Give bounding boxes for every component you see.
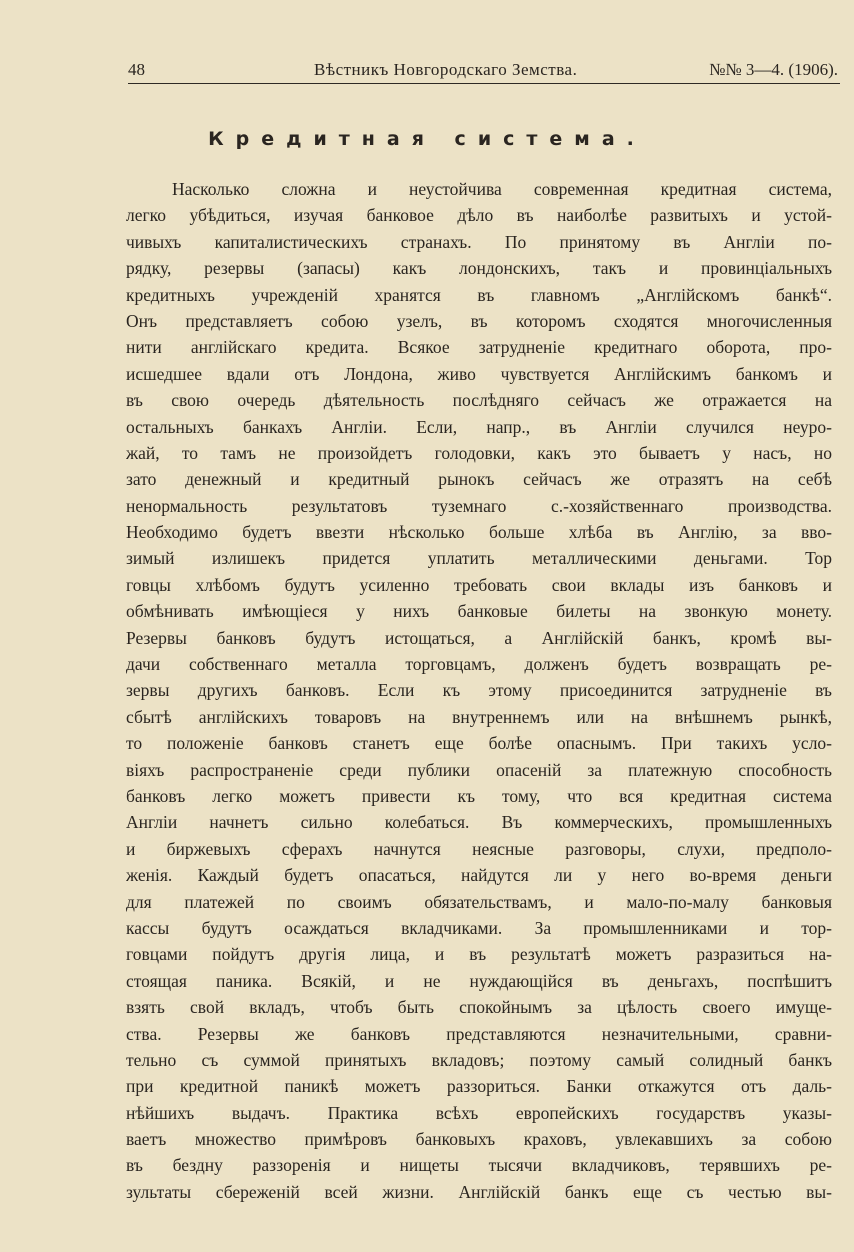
- text-line: исшедшее вдали отъ Лондона, живо чувствуется Англійскимъ банкомъ и: [126, 363, 832, 384]
- text-line: при кредитной паникѣ можетъ раззориться. Банки откажутся отъ даль-: [126, 1076, 832, 1097]
- issue-number: №№ 3—4. (1906).: [709, 60, 838, 79]
- text-line: дачи собственнаго металла торговцамъ, долженъ будетъ возвращать ре-: [126, 654, 832, 675]
- text-line: нѣйшихъ выдачъ. Практика всѣхъ европейскихъ государствъ указы-: [126, 1102, 832, 1123]
- text-line: тельно съ суммой принятыхъ вкладовъ; поэтому самый солидный банкъ: [126, 1049, 832, 1070]
- running-title: Вѣстникъ Новгородскаго Земства.: [314, 60, 578, 79]
- text-line: сбытѣ англійскихъ товаровъ на внутреннемъ или на внѣшнемъ рынкѣ,: [126, 706, 832, 727]
- text-line: рядку, резервы (запасы) какъ лондонскихъ, такъ и провинціальныхъ: [126, 258, 832, 279]
- text-line: чивыхъ капиталистическихъ странахъ. По принятому въ Англіи по-: [126, 231, 832, 252]
- header-divider: [128, 83, 840, 84]
- text-line: то положеніе банковъ станетъ еще болѣе опаснымъ. При такихъ усло-: [126, 733, 832, 754]
- text-line: говцы хлѣбомъ будутъ усиленно требовать свои вклады изъ банковъ и: [126, 574, 832, 595]
- text-line: стоящая паника. Всякій, и не нуждающійся въ деньгахъ, поспѣшитъ: [126, 970, 832, 991]
- text-line: и биржевыхъ сферахъ начнутся неясные разговоры, слухи, предполо-: [126, 838, 832, 859]
- text-line: ненормальность результатовъ туземнаго с.-хозяйственнаго производства.: [126, 495, 832, 516]
- text-line: женія. Каждый будетъ опасаться, найдутся ли у него во-время деньги: [126, 865, 832, 886]
- text-line: банковъ легко можетъ привести къ тому, что вся кредитная система: [126, 785, 832, 806]
- text-line: ваетъ множество примѣровъ банковыхъ краховъ, увлекавшихъ за собою: [126, 1129, 832, 1150]
- text-line: говцами пойдутъ другія лица, и въ результатѣ можетъ разразиться на-: [126, 944, 832, 965]
- text-line: нити англійскаго кредита. Всякое затрудненіе кредитнаго оборота, про-: [126, 337, 832, 358]
- text-line: Необходимо будетъ ввезти нѣсколько больше хлѣба въ Англію, за вво-: [126, 522, 832, 543]
- text-line: жай, то тамъ не произойдетъ голодовки, какъ это бываетъ у насъ, но: [126, 442, 832, 463]
- text-line: легко убѣдиться, изучая банковое дѣло въ наиболѣе развитыхъ и устой-: [126, 205, 832, 226]
- text-line: Онъ представляетъ собою узелъ, въ которомъ сходятся многочисленныя: [126, 310, 832, 331]
- text-line: зато денежный и кредитный рынокъ сейчасъ же отразятъ на себѣ: [126, 469, 832, 490]
- text-line: зимый излишекъ придется уплатить металлическими деньгами. Тор: [126, 548, 832, 569]
- article-body: [126, 176, 832, 1205]
- text-line: кредитныхъ учрежденій хранятся въ главномъ „Англійскомъ банкѣ“.: [126, 284, 832, 305]
- text-line: для платежей по своимъ обязательствамъ, и мало-по-малу банковыя: [126, 891, 832, 912]
- text-line: Насколько сложна и неустойчива современная кредитная система,: [172, 179, 832, 199]
- text-line: зервы другихъ банковъ. Если къ этому присоединится затрудненіе въ: [126, 680, 832, 701]
- text-line: въ бездну раззоренія и нищеты тысячи вкладчиковъ, терявшихъ ре-: [126, 1155, 832, 1176]
- text-line: Резервы банковъ будутъ истощаться, а Англійскій банкъ, кромѣ вы-: [126, 627, 832, 648]
- page-number: 48: [128, 60, 145, 79]
- text-line: Англіи начнетъ сильно колебаться. Въ коммерческихъ, промышленныхъ: [126, 812, 832, 833]
- text-line: взять свой вкладъ, чтобъ быть спокойнымъ за цѣлость своего имуще-: [126, 997, 832, 1018]
- text-line: въ свою очередь дѣятельность послѣдняго сейчасъ же отражается на: [126, 390, 832, 411]
- text-line: віяхъ распространеніе среди публики опасеній за платежную способность: [126, 759, 832, 780]
- text-line: ства. Резервы же банковъ представляются незначительными, сравни-: [126, 1023, 832, 1044]
- text-line: зультаты сбереженій всей жизни. Англійскій банкъ еще съ честью вы-: [126, 1181, 832, 1202]
- text-line: остальныхъ банкахъ Англіи. Если, напр., въ Англіи случился неуро-: [126, 416, 832, 437]
- article-title: Кредитная система.: [208, 128, 646, 150]
- page-header: [128, 60, 840, 86]
- text-line: кассы будутъ осаждаться вкладчиками. За промышленниками и тор-: [126, 917, 832, 938]
- text-line: обмѣнивать имѣющіеся у нихъ банковые билеты на звонкую монету.: [126, 601, 832, 622]
